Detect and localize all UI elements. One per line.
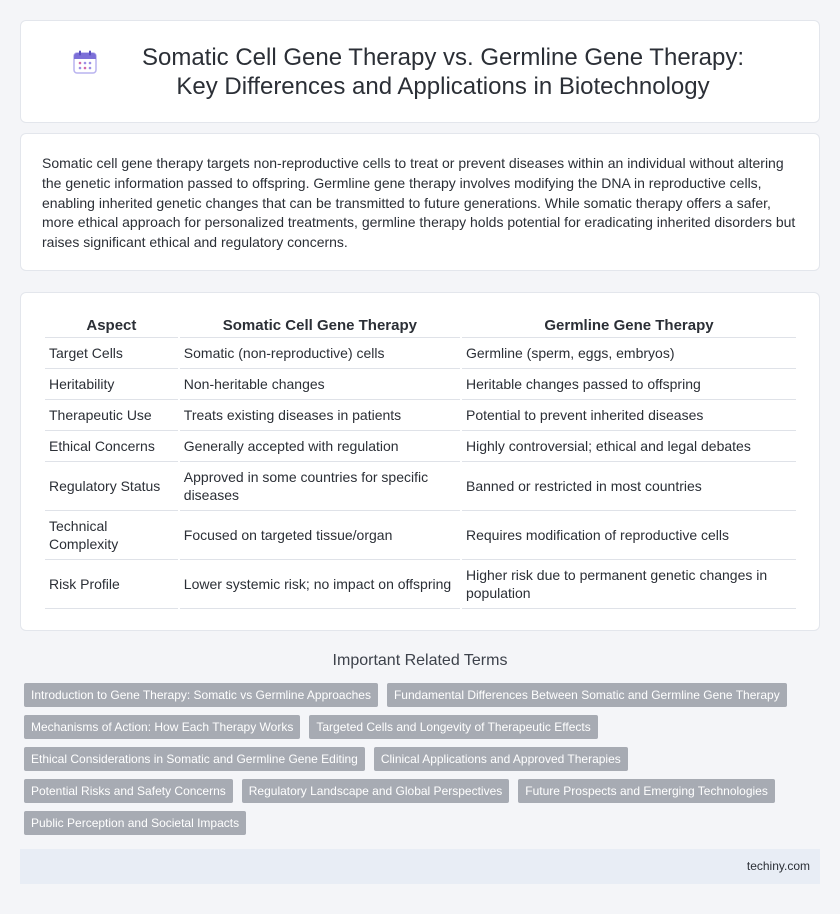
intro-card xyxy=(20,133,820,271)
table-row xyxy=(45,338,796,369)
cell-germline: Highly controversial; ethical and legal debates xyxy=(462,431,796,462)
cell-aspect: Therapeutic Use xyxy=(45,400,178,431)
comparison-table xyxy=(43,315,798,609)
cell-aspect: Target Cells xyxy=(45,338,178,369)
table-row xyxy=(45,560,796,609)
cell-germline: Requires modification of reproductive cells xyxy=(462,511,796,560)
cell-somatic: Focused on targeted tissue/organ xyxy=(180,511,460,560)
table-row xyxy=(45,369,796,400)
footer-site-link[interactable]: techiny.com xyxy=(746,859,810,873)
related-tag[interactable]: Targeted Cells and Longevity of Therapeutic Effects xyxy=(309,715,597,739)
title-card xyxy=(20,20,820,123)
cell-germline: Banned or restricted in most countries xyxy=(462,462,796,511)
related-terms-title: Important Related Terms xyxy=(332,652,508,669)
calendar-icon xyxy=(72,49,98,75)
related-tag[interactable]: Future Prospects and Emerging Technologies xyxy=(518,779,775,803)
cell-germline: Potential to prevent inherited diseases xyxy=(462,400,796,431)
cell-aspect: Risk Profile xyxy=(45,560,178,609)
header-aspect: Aspect xyxy=(45,315,178,338)
related-tag[interactable]: Ethical Considerations in Somatic and Germline Gene Editing xyxy=(24,747,365,771)
cell-aspect: Regulatory Status xyxy=(45,462,178,511)
related-tag[interactable]: Fundamental Differences Between Somatic and Germline Gene Therapy xyxy=(387,683,787,707)
table-row xyxy=(45,400,796,431)
related-tag[interactable]: Public Perception and Societal Impacts xyxy=(24,811,246,835)
title-row xyxy=(51,43,789,101)
header-somatic: Somatic Cell Gene Therapy xyxy=(180,315,460,338)
cell-aspect: Heritability xyxy=(45,369,178,400)
cell-germline: Germline (sperm, eggs, embryos) xyxy=(462,338,796,369)
comparison-card xyxy=(20,292,820,631)
table-row xyxy=(45,431,796,462)
table-row xyxy=(45,511,796,560)
cell-germline: Higher risk due to permanent genetic changes in population xyxy=(462,560,796,609)
table-row xyxy=(45,462,796,511)
related-tag[interactable]: Clinical Applications and Approved Therapies xyxy=(374,747,628,771)
cell-aspect: Technical Complexity xyxy=(45,511,178,560)
header-germline: Germline Gene Therapy xyxy=(462,315,796,338)
table-header-row xyxy=(45,315,796,338)
related-terms-tags xyxy=(24,683,820,835)
cell-somatic: Approved in some countries for specific diseases xyxy=(180,462,460,511)
related-tag[interactable]: Introduction to Gene Therapy: Somatic vs Germline Approaches xyxy=(24,683,378,707)
cell-somatic: Somatic (non-reproductive) cells xyxy=(180,338,460,369)
related-tag[interactable]: Regulatory Landscape and Global Perspectives xyxy=(242,779,510,803)
intro-paragraph: Somatic cell gene therapy targets non-reproductive cells to treat or prevent diseases within an individual without altering the genetic information passed to offspring. Germline gene therapy involves modifying the DNA in reproductive cells, enabling inherited genetic changes that can be transmitted to future generations. While somatic therapy offers a safer, more ethical approach for personalized treatments, germline therapy holds potential for eradicating inherited disorders but raises significant ethical and regulatory concerns. xyxy=(42,155,796,251)
cell-somatic: Lower systemic risk; no impact on offspring xyxy=(180,560,460,609)
page-title: Somatic Cell Gene Therapy vs. Germline Gene Therapy: Key Differences and Applications in Biotechnology xyxy=(141,44,745,100)
footer xyxy=(20,849,820,884)
related-tag[interactable]: Mechanisms of Action: How Each Therapy Works xyxy=(24,715,300,739)
cell-aspect: Ethical Concerns xyxy=(45,431,178,462)
cell-somatic: Non-heritable changes xyxy=(180,369,460,400)
cell-germline: Heritable changes passed to offspring xyxy=(462,369,796,400)
related-tag[interactable]: Potential Risks and Safety Concerns xyxy=(24,779,233,803)
cell-somatic: Generally accepted with regulation xyxy=(180,431,460,462)
cell-somatic: Treats existing diseases in patients xyxy=(180,400,460,431)
